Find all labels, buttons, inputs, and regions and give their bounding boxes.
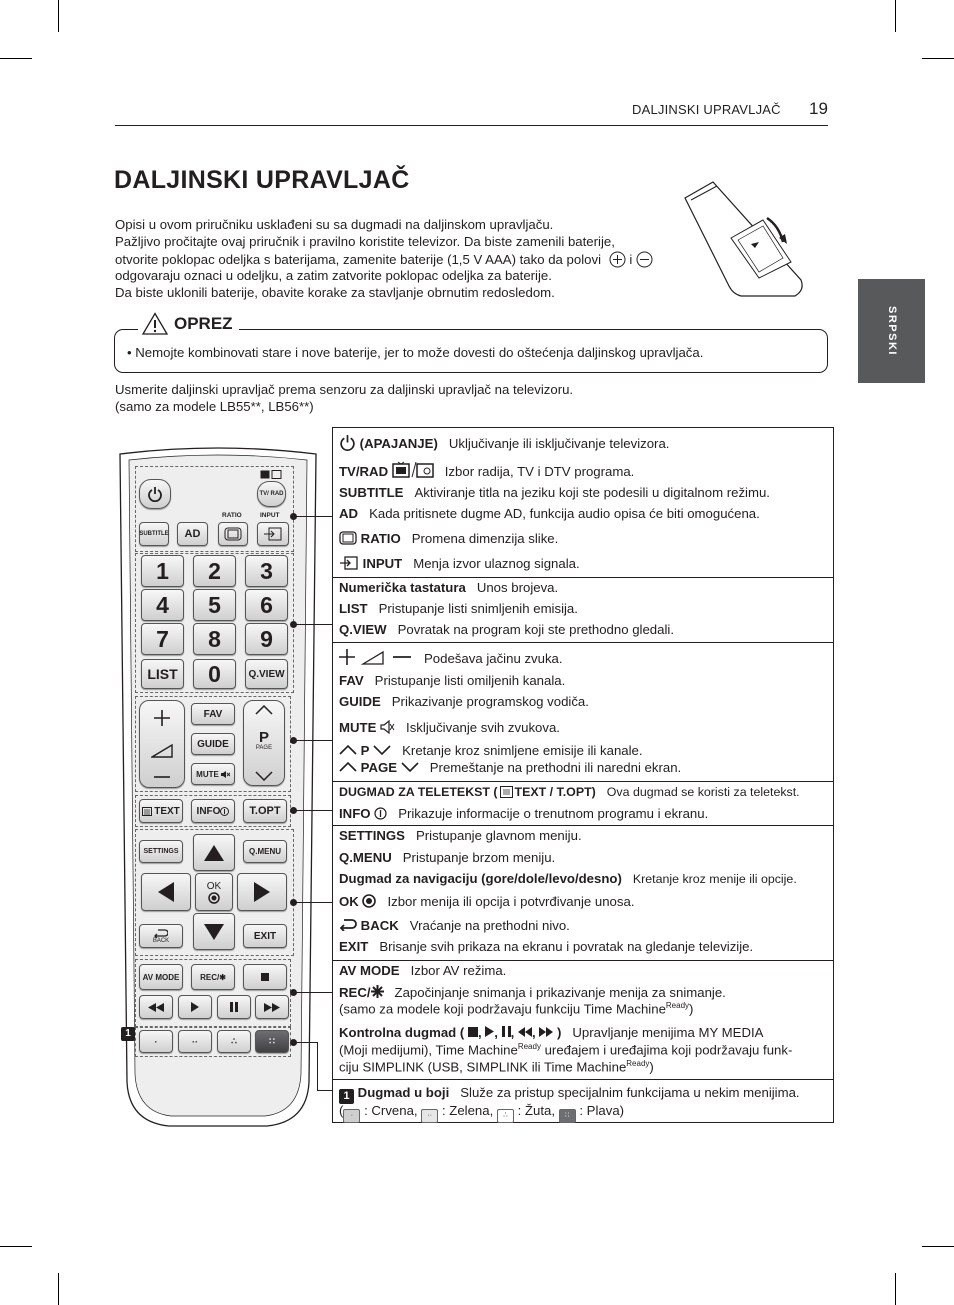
mute-row: MUTE Isključivanje svih zvukova. — [339, 720, 560, 735]
ratio-label: RATIO — [222, 512, 242, 519]
rewind-icon — [518, 1027, 532, 1037]
crop-mark — [58, 0, 59, 32]
key-3[interactable]: 3 — [245, 555, 288, 587]
list-button[interactable]: LIST — [141, 659, 184, 689]
teletext-row: DUGMAD ZA TELETEKST ( TEXT / T.OPT) Ova dugmad se koristi za teletekst. — [339, 785, 800, 799]
settings-row: SETTINGS Pristupanje glavnom meniju. — [339, 828, 582, 843]
callout-line — [295, 740, 332, 741]
chevron-down-icon — [373, 745, 391, 755]
rewind-button[interactable] — [139, 995, 173, 1019]
table-cell-media — [333, 960, 833, 1080]
crop-mark — [0, 1246, 32, 1247]
settings-button[interactable]: SETTINGS — [139, 840, 183, 863]
volume-row: Podešava jačinu zvuka. — [339, 648, 563, 666]
callout-line — [295, 624, 332, 625]
table-cell-volume — [333, 642, 833, 782]
page-title: DALJINSKI UPRAVLJAČ — [114, 166, 410, 194]
avmode-row: AV MODE Izbor AV režima. — [339, 963, 507, 978]
minus-pole-icon — [636, 251, 653, 268]
crop-mark — [0, 58, 32, 59]
qview-row: Q.VIEW Povratak na program koji ste prethodno gledali. — [339, 622, 674, 637]
input-icon — [339, 556, 359, 570]
green-button[interactable]: ·· — [178, 1030, 212, 1053]
pause-button[interactable] — [217, 995, 251, 1019]
page-number: 19 — [809, 99, 828, 118]
volume-icons — [339, 648, 413, 666]
tv-rad-icon — [260, 470, 282, 479]
back-row: BACK Vraćanje na prethodni nivo. — [339, 918, 570, 933]
control-row-3: ciju SIMPLINK (USB, SIMPLINK ili Time Machine$^{Ready}$) — [339, 1059, 654, 1075]
input-row: INPUT Menja izvor ulaznog signala. — [339, 556, 580, 571]
running-header: DALJINSKI UPRAVLJAČ — [632, 102, 781, 117]
table-cell-teletext — [333, 781, 833, 826]
control-row-2: (Moji medijumi), Time Machine$^{Ready}$ uređajem i uređajima koji podržavaju funk- — [339, 1042, 793, 1058]
callout-line — [295, 1042, 317, 1043]
ratio-icon — [224, 527, 242, 541]
tvrad-row: TV/RAD Izbor radija, TV i DTV programa. — [339, 461, 634, 479]
power-button[interactable] — [139, 479, 171, 509]
rec-button[interactable]: REC/✱ — [191, 964, 235, 990]
ratio-icon — [339, 531, 357, 545]
text-icon — [500, 786, 513, 798]
tv-rad-button[interactable]: TV/ RAD — [257, 481, 286, 507]
fast-forward-icon — [539, 1027, 553, 1037]
callout-line — [317, 1090, 332, 1091]
program-row: P Kretanje kroz snimljene emisije ili kanale. — [339, 743, 643, 758]
callout-dot — [290, 1039, 297, 1046]
subtitle-row: SUBTITLE Aktiviranje titla na jeziku koji ste podesili u digitalnom režimu. — [339, 485, 770, 500]
callout-dot — [290, 899, 297, 906]
crop-mark — [895, 0, 896, 32]
table-cell-power — [333, 428, 833, 578]
qview-button[interactable]: Q.VIEW — [245, 659, 288, 689]
back-icon — [339, 918, 357, 931]
page-label: PAGE — [255, 745, 273, 751]
qmenu-row: Q.MENU Pristupanje brzom meniju. — [339, 850, 556, 865]
callout-dot — [290, 621, 297, 628]
pause-icon — [230, 1002, 238, 1012]
back-icon — [154, 929, 168, 938]
program-up-icon — [255, 705, 273, 715]
crop-mark — [922, 58, 954, 59]
table-cell-navigation — [333, 825, 833, 961]
power-icon — [147, 486, 163, 502]
nav-row: Dugmad za navigaciju (gore/dole/levo/desno) Kretanje kroz menije ili opcije. — [339, 871, 797, 886]
stop-icon — [468, 1027, 478, 1037]
rewind-icon — [148, 1003, 164, 1012]
table-cell-color — [333, 1079, 833, 1122]
button-description-table — [332, 427, 834, 1123]
info-button[interactable]: INFO — [191, 799, 235, 823]
exit-row: EXIT Brisanje svih prikaza na ekranu i povratak na gledanje televizije. — [339, 939, 754, 954]
stop-icon — [261, 973, 269, 981]
rec-icon — [371, 985, 384, 998]
fast-forward-icon — [264, 1003, 280, 1012]
volume-up-icon — [153, 709, 171, 727]
yellow-key-icon: ∴ — [497, 1109, 514, 1123]
header-rule — [115, 125, 828, 126]
play-button[interactable] — [178, 995, 212, 1019]
mute-icon — [220, 770, 230, 779]
callout-dot — [290, 513, 297, 520]
volume-down-icon — [153, 775, 171, 779]
green-key-icon: ·· — [421, 1109, 438, 1123]
key-0[interactable]: 0 — [193, 659, 236, 689]
power-row: (APAJANJE) Uključivanje ili isključivanje televizora. — [339, 434, 669, 451]
aim-note: Usmerite daljinski upravljač prema senzoru za daljinski upravljač na televizoru. (samo za modele LB55**, LB56**) — [115, 382, 574, 414]
info-row: INFO Prikazuje informacije o trenutnom programu i ekranu. — [339, 806, 709, 821]
ok-icon — [362, 894, 376, 908]
red-button[interactable]: · — [139, 1030, 173, 1053]
table-cell-numeric — [333, 577, 833, 643]
color-badge: 1 — [121, 1027, 135, 1041]
stop-button[interactable] — [243, 964, 287, 990]
chevron-down-icon — [401, 762, 419, 772]
fav-row: FAV Pristupanje listi omiljenih kanala. — [339, 673, 566, 688]
volume-level-icon — [151, 744, 173, 758]
mute-button[interactable]: MUTE — [191, 763, 235, 785]
arrow-up-icon — [203, 844, 225, 862]
exit-button[interactable]: EXIT — [243, 924, 287, 948]
input-icon — [263, 527, 283, 541]
callout-line — [295, 992, 332, 993]
play-icon — [191, 1002, 199, 1012]
input-label: INPUT — [260, 512, 280, 519]
fast-forward-button[interactable] — [255, 995, 289, 1019]
key-5[interactable]: 5 — [193, 589, 236, 621]
input-button[interactable] — [257, 522, 289, 546]
key-4[interactable]: 4 — [141, 589, 184, 621]
info-icon — [374, 807, 387, 820]
plus-pole-icon — [609, 251, 626, 268]
rec-row: REC/ Započinjanje snimanja i prikazivanje menija za snimanje. — [339, 985, 726, 1000]
yellow-button[interactable]: ∴ — [217, 1030, 251, 1053]
key-6[interactable]: 6 — [245, 589, 288, 621]
tv-rad-icon — [392, 461, 434, 478]
ad-row: AD Kada pritisnete dugme AD, funkcija audio opisa će biti omogućena. — [339, 506, 760, 521]
text-button[interactable]: TEXT — [139, 799, 183, 823]
remote-control-illustration — [117, 446, 319, 1132]
callout-dot — [290, 737, 297, 744]
callout-line — [317, 1042, 318, 1090]
crop-mark — [895, 1273, 896, 1305]
topt-button[interactable]: T.OPT — [243, 799, 287, 823]
text-icon — [142, 807, 152, 816]
language-tab: SRPSKI — [858, 279, 925, 383]
arrow-right-icon — [253, 881, 271, 903]
key-1[interactable]: 1 — [141, 555, 184, 587]
ok-button[interactable]: OK — [195, 873, 233, 911]
power-icon — [339, 434, 356, 451]
nav-down-button[interactable] — [193, 913, 235, 950]
callout-line — [295, 810, 332, 811]
fav-button[interactable]: FAV — [191, 703, 235, 725]
nav-left-button[interactable] — [141, 873, 191, 911]
caution-label: OPREZ — [138, 312, 239, 335]
numeric-row: Numerička tastatura Unos brojeva. — [339, 580, 559, 595]
key-7[interactable]: 7 — [141, 623, 184, 655]
av-mode-button[interactable]: AV MODE — [139, 964, 183, 990]
key-2[interactable]: 2 — [193, 555, 236, 587]
key-8[interactable]: 8 — [193, 623, 236, 655]
mute-icon — [380, 720, 395, 734]
back-button[interactable]: BACK — [139, 924, 183, 948]
nav-right-button[interactable] — [237, 873, 287, 911]
nav-up-button[interactable] — [193, 834, 235, 871]
crop-mark — [58, 1273, 59, 1305]
ratio-row: RATIO Promena dimenzija slike. — [339, 531, 558, 546]
color-badge: 1 — [339, 1089, 354, 1104]
ratio-button[interactable] — [218, 522, 248, 546]
callout-line — [295, 516, 332, 517]
control-row: Kontrolna dugmad ( , , , , ) Upravljanje menijima MY MEDIA — [339, 1025, 764, 1040]
info-icon — [220, 807, 229, 816]
callout-line — [295, 902, 332, 903]
subtitle-button[interactable]: SUBTITLE — [139, 522, 169, 546]
intro-text: Opisi u ovom priručniku usklađeni su sa dugmadi na daljinskom upravljaču. Pažljivo pročitajte ovaj priručnik i pravilno koristite televizor. Da biste zamenili baterije, otvorite poklopac odeljka s baterijama, zamenite baterije (1,5 V AAA) tako da polovi i odgovaraju oznaci u odeljku, a zatim zatvorite poklopac odeljka za baterije. Da biste uklonili baterije, obavite korake za stavljanje obrnutim redosledom. — [115, 217, 675, 302]
arrow-down-icon — [203, 923, 225, 941]
chevron-up-icon — [339, 745, 357, 755]
warning-icon — [142, 312, 168, 335]
ad-button[interactable]: AD — [177, 522, 208, 546]
ok-icon — [208, 892, 220, 904]
rec-note-row: (samo za modele koji podržavaju funkciju Time Machine$^{Ready}$) — [339, 1001, 694, 1017]
qmenu-button[interactable]: Q.MENU — [243, 840, 287, 863]
volume-rocker[interactable] — [139, 700, 185, 788]
color-row: 1 Dugmad u boji Služe za pristup specijalnim funkcijama u nekim menijima. — [339, 1085, 800, 1104]
crop-mark — [922, 1246, 954, 1247]
callout-dot — [290, 989, 297, 996]
program-rocker[interactable] — [243, 700, 285, 786]
callout-dot — [290, 807, 297, 814]
list-row: LIST Pristupanje listi snimljenih emisija. — [339, 601, 578, 616]
chevron-up-icon — [339, 762, 357, 772]
caution-box — [114, 329, 828, 373]
color-legend-row: ( · : Crvena, ·· : Zelena, ∴ : Žuta, ∷ : Plava) — [339, 1103, 624, 1123]
program-label: P — [258, 729, 269, 746]
blue-key-icon: ∷ — [559, 1109, 576, 1123]
ok-row: OK Izbor menija ili opcija i potvrđivanje unosa. — [339, 894, 635, 909]
pause-icon — [502, 1026, 511, 1037]
caution-text: • Nemojte kombinovati stare i nove baterije, jer to može dovesti do oštećenja daljinskog upravljača. — [127, 345, 704, 360]
play-icon — [485, 1026, 494, 1037]
arrow-left-icon — [157, 881, 175, 903]
red-key-icon: · — [343, 1109, 360, 1123]
page-row: PAGE Premeštanje na prethodni ili naredni ekran. — [339, 760, 681, 775]
key-9[interactable]: 9 — [245, 623, 288, 655]
guide-row: GUIDE Prikazivanje programskog vodiča. — [339, 694, 589, 709]
guide-button[interactable]: GUIDE — [191, 733, 235, 755]
program-down-icon — [255, 771, 273, 781]
battery-cover-illustration — [683, 180, 808, 300]
blue-button[interactable]: ∷ — [255, 1030, 289, 1053]
